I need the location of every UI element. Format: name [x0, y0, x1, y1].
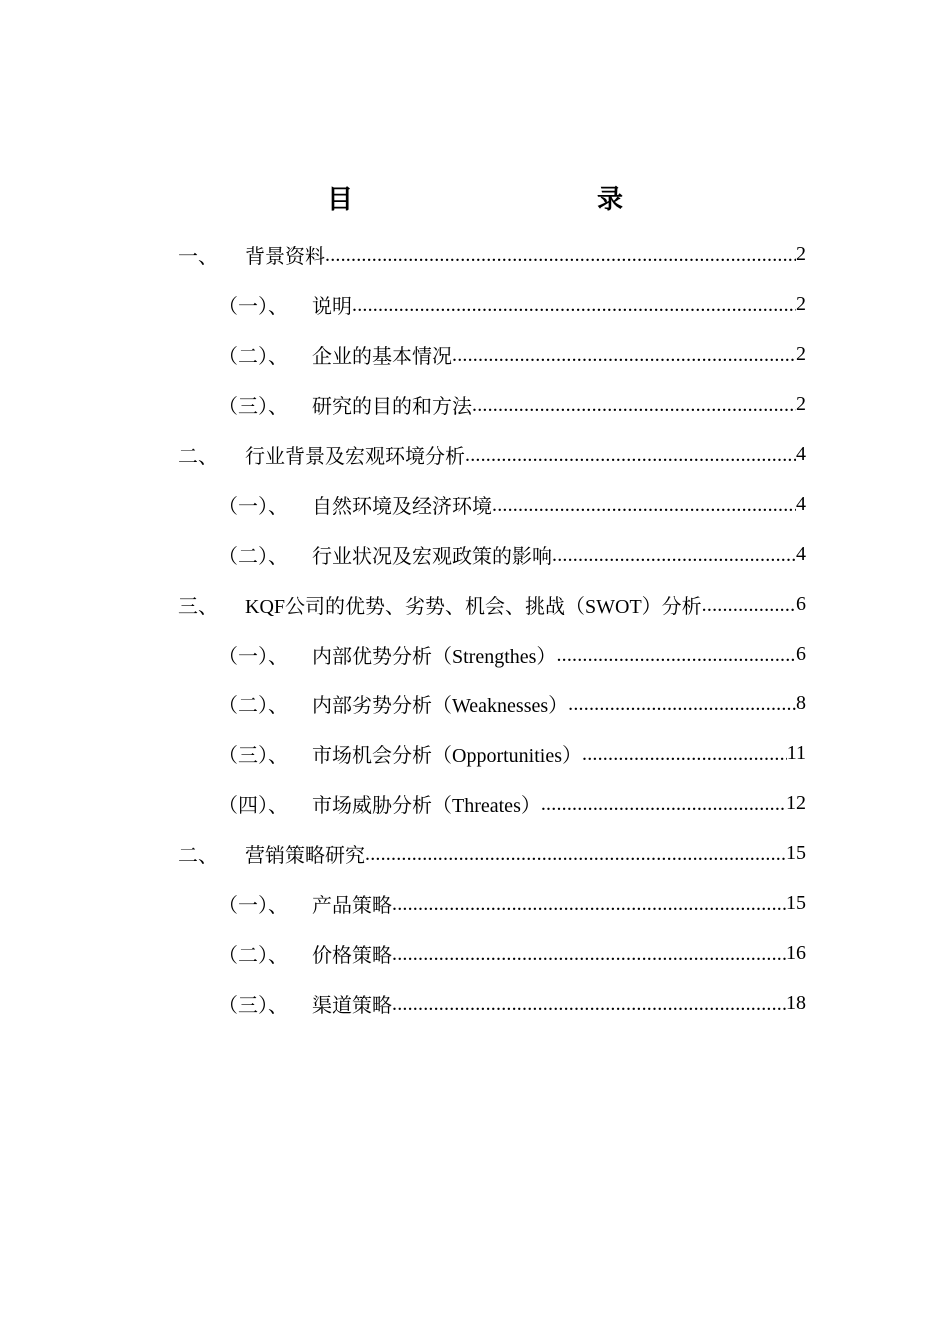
toc-entry-number: （一）、 — [218, 495, 288, 518]
table-of-contents — [178, 230, 806, 1028]
toc-entry-page: 2 — [796, 243, 806, 266]
toc-entry[interactable] — [178, 529, 806, 579]
toc-entry-page: 12 — [786, 792, 806, 815]
toc-entry-text: 内部劣势分析（Weaknesses） — [312, 695, 569, 718]
toc-leader-dots — [392, 893, 786, 916]
toc-entry-number: （二）、 — [218, 944, 288, 967]
toc-entry-number: （二）、 — [218, 346, 288, 369]
toc-leader-dots — [325, 244, 796, 267]
toc-leader-dots — [465, 444, 796, 467]
toc-entry-text: 背景资料 — [245, 246, 325, 269]
toc-leader-dots — [582, 743, 787, 766]
toc-entry[interactable] — [178, 779, 806, 829]
toc-entry[interactable] — [178, 679, 806, 729]
toc-leader-dots — [352, 294, 796, 317]
toc-leader-dots — [452, 344, 796, 367]
toc-leader-dots — [541, 793, 786, 816]
toc-leader-dots — [568, 693, 796, 716]
toc-leader-dots — [392, 943, 786, 966]
toc-entry[interactable] — [178, 729, 806, 779]
toc-leader-dots — [556, 644, 796, 667]
toc-entry-number: （一）、 — [218, 895, 288, 918]
toc-leader-dots — [472, 394, 796, 417]
toc-entry-text: 渠道策略 — [312, 994, 392, 1017]
toc-leader-dots — [392, 993, 786, 1016]
toc-entry-number: 三、 — [178, 595, 218, 618]
toc-entry-page: 4 — [796, 492, 806, 515]
toc-leader-dots — [492, 494, 796, 517]
toc-entry-page: 2 — [796, 343, 806, 366]
toc-entry-text: 行业背景及宏观环境分析 — [245, 446, 465, 468]
toc-entry[interactable] — [178, 579, 806, 629]
toc-entry-text: 营销策略研究 — [245, 845, 365, 868]
toc-entry-number: 二、 — [178, 446, 218, 468]
toc-entry-page: 11 — [786, 742, 806, 765]
toc-entry-text: 自然环境及经济环境 — [312, 495, 492, 518]
toc-entry-text: 产品策略 — [312, 895, 392, 918]
toc-entry[interactable] — [178, 380, 806, 430]
toc-title: 目 录 — [326, 185, 687, 215]
toc-entry-page: 6 — [796, 642, 806, 665]
toc-entry-text: 企业的基本情况 — [312, 346, 452, 369]
toc-entry-page: 4 — [796, 542, 806, 565]
toc-entry[interactable] — [178, 430, 806, 480]
toc-entry-page: 8 — [796, 692, 806, 715]
toc-entry-page: 2 — [796, 393, 806, 416]
toc-entry[interactable] — [178, 280, 806, 330]
toc-leader-dots — [365, 843, 786, 866]
toc-entry[interactable] — [178, 629, 806, 679]
toc-entry-page: 16 — [786, 941, 806, 964]
toc-entry-page: 18 — [786, 991, 806, 1014]
toc-entry-page: 4 — [796, 443, 806, 465]
toc-leader-dots — [702, 594, 796, 617]
toc-entry-page: 6 — [796, 592, 806, 615]
toc-entry-text: KQF公司的优势、劣势、机会、挑战（SWOT）分析 — [245, 595, 702, 618]
toc-entry[interactable] — [178, 230, 806, 280]
toc-entry[interactable] — [178, 978, 806, 1028]
toc-entry[interactable] — [178, 928, 806, 978]
toc-entry-number: （一）、 — [218, 296, 288, 319]
toc-entry-text: 价格策略 — [312, 944, 392, 967]
toc-entry-page: 15 — [786, 892, 806, 915]
toc-entry-text: 行业状况及宏观政策的影响 — [312, 545, 552, 568]
toc-entry-number: （三）、 — [218, 994, 288, 1017]
toc-entry[interactable] — [178, 829, 806, 879]
toc-entry-page: 2 — [796, 293, 806, 316]
toc-entry-number: （二）、 — [218, 545, 288, 568]
toc-entry-text: 研究的目的和方法 — [312, 396, 472, 419]
toc-entry-text: 内部优势分析（Strengthes） — [312, 645, 557, 668]
toc-entry-number: （四）、 — [218, 795, 288, 818]
toc-entry[interactable] — [178, 479, 806, 529]
toc-entry-number: 二、 — [178, 845, 218, 868]
toc-entry[interactable] — [178, 330, 806, 380]
toc-entry-text: 市场威胁分析（Threates） — [312, 795, 541, 818]
toc-entry[interactable] — [178, 879, 806, 929]
toc-entry-number: （一）、 — [218, 645, 288, 668]
toc-entry-text: 说明 — [312, 296, 352, 319]
toc-entry-number: （三）、 — [218, 745, 288, 768]
toc-entry-page: 15 — [786, 842, 806, 865]
toc-leader-dots — [552, 544, 796, 567]
toc-entry-number: 一、 — [178, 246, 218, 269]
toc-entry-number: （三）、 — [218, 396, 288, 419]
toc-entry-text: 市场机会分析（Opportunities） — [312, 745, 582, 768]
toc-entry-number: （二）、 — [218, 695, 288, 718]
